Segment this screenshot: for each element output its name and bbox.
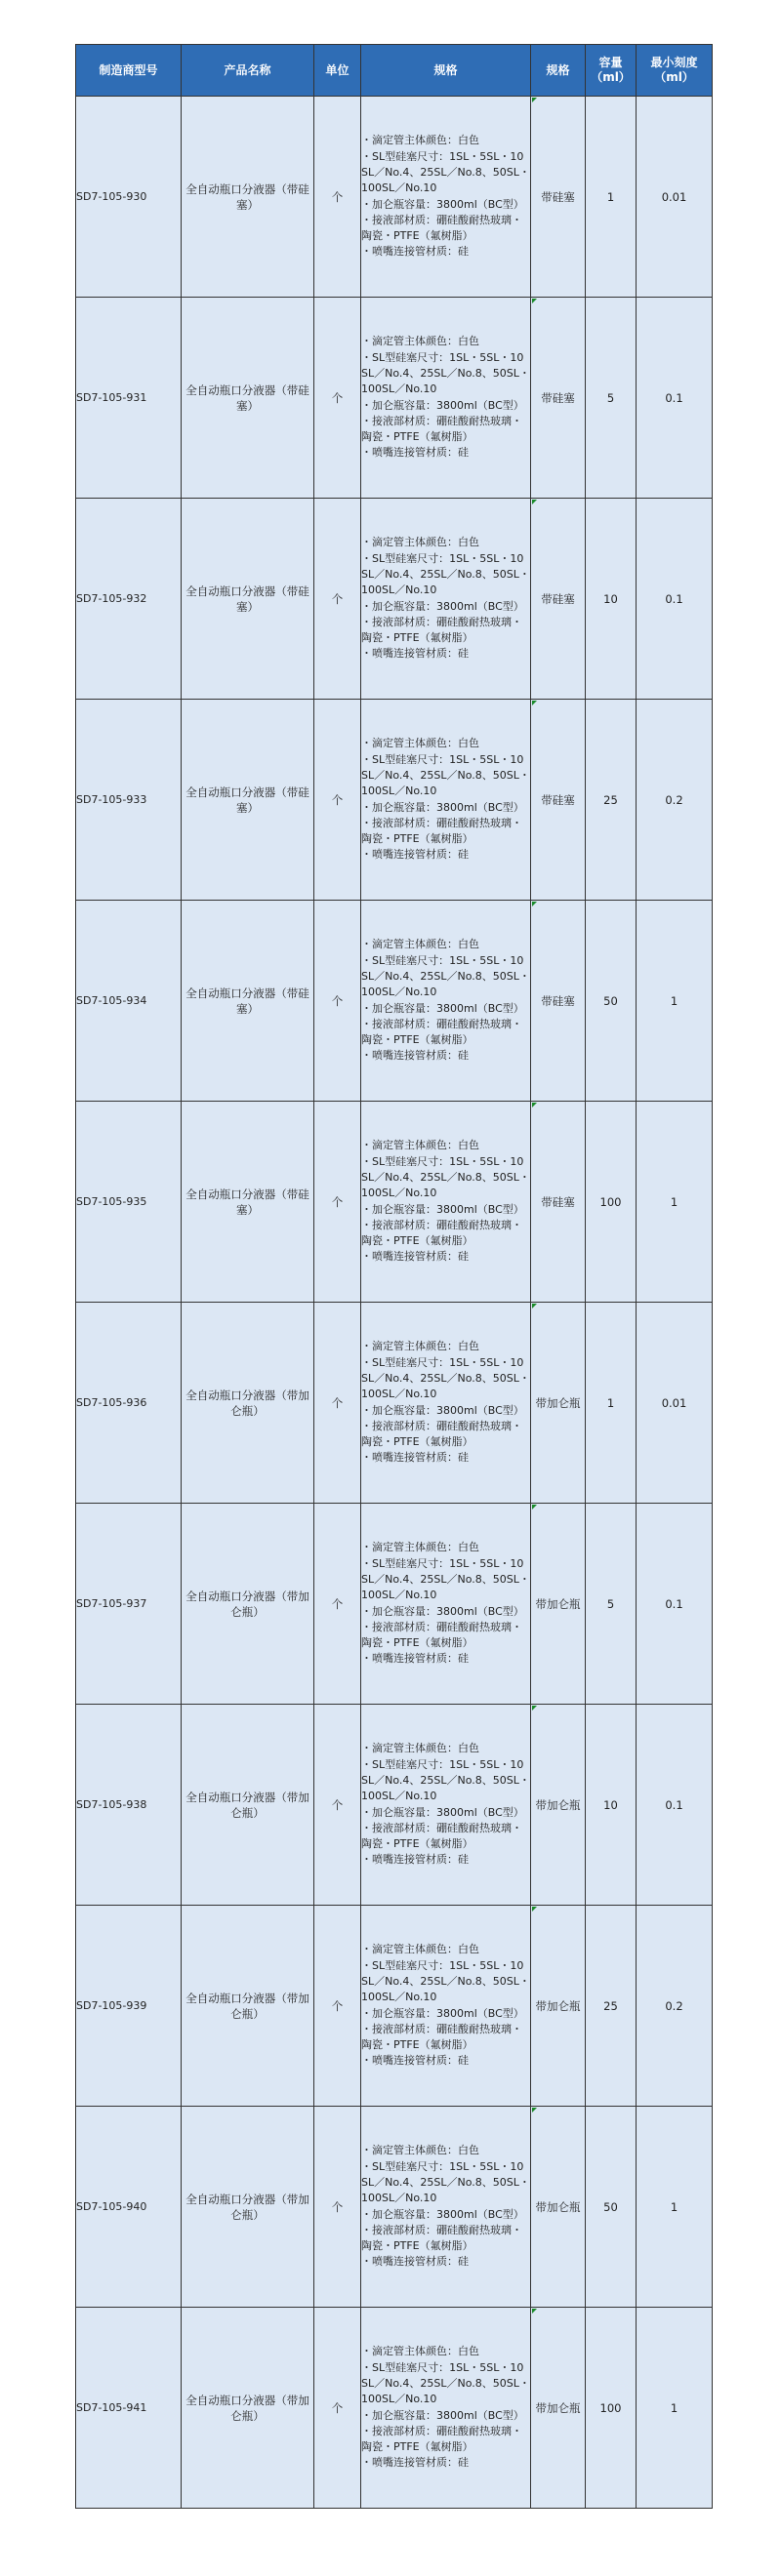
comment-marker-icon [532,701,537,705]
header-product-name: 产品名称 [182,45,314,97]
cell-spec: ・滴定管主体颜色：白色 ・SL型硅塞尺寸：1SL・5SL・10SL／No.4、25SL／No.8、50SL・100SL／No.10 ・加仑瓶容量：3800ml（BC型） ・接液部材质：硼硅酸耐热玻璃・陶瓷・PTFE（氟树脂） ・喷嘴连接管材质：硅 [361,499,531,700]
cell-unit: 个 [314,1705,361,1906]
cell-capacity: 1 [586,97,637,298]
cell-unit: 个 [314,700,361,901]
cell-min-scale: 1 [637,1102,713,1303]
cell-model: SD7-105-935 [76,1102,182,1303]
cell-spec-type-text: 带加仑瓶 [535,1596,581,1611]
cell-capacity: 1 [586,1303,637,1504]
cell-product-name: 全自动瓶口分液器（带加仑瓶） [182,1303,314,1504]
cell-product-name: 全自动瓶口分液器（带加仑瓶） [182,2308,314,2509]
comment-marker-icon [532,500,537,504]
cell-min-scale: 0.1 [637,298,713,499]
cell-spec-type [531,1504,586,1705]
cell-spec-type [531,700,586,901]
comment-marker-icon [532,299,537,303]
cell-spec-type-text: 带加仑瓶 [535,1797,581,1812]
product-spec-table [75,44,713,2509]
cell-model: SD7-105-940 [76,2107,182,2308]
cell-capacity: 100 [586,2308,637,2509]
table-row [76,1303,713,1504]
cell-spec-type-text: 带加仑瓶 [535,1998,581,2013]
cell-spec-type [531,2107,586,2308]
cell-capacity: 10 [586,499,637,700]
cell-spec: ・滴定管主体颜色：白色 ・SL型硅塞尺寸：1SL・5SL・10SL／No.4、25SL／No.8、50SL・100SL／No.10 ・加仑瓶容量：3800ml（BC型） ・接液部材质：硼硅酸耐热玻璃・陶瓷・PTFE（氟树脂） ・喷嘴连接管材质：硅 [361,97,531,298]
cell-spec: ・滴定管主体颜色：白色 ・SL型硅塞尺寸：1SL・5SL・10SL／No.4、25SL／No.8、50SL・100SL／No.10 ・加仑瓶容量：3800ml（BC型） ・接液部材质：硼硅酸耐热玻璃・陶瓷・PTFE（氟树脂） ・喷嘴连接管材质：硅 [361,2107,531,2308]
table-row [76,901,713,1102]
cell-model: SD7-105-938 [76,1705,182,1906]
cell-model: SD7-105-932 [76,499,182,700]
table-row [76,499,713,700]
cell-model: SD7-105-936 [76,1303,182,1504]
cell-spec-type-text: 带硅塞 [541,591,575,606]
cell-model: SD7-105-941 [76,2308,182,2509]
cell-unit: 个 [314,1303,361,1504]
cell-model: SD7-105-937 [76,1504,182,1705]
table-row [76,2308,713,2509]
cell-min-scale: 1 [637,2308,713,2509]
comment-marker-icon [532,1304,537,1308]
cell-spec-type-text: 带加仑瓶 [535,2400,581,2415]
table-row [76,97,713,298]
cell-spec: ・滴定管主体颜色：白色 ・SL型硅塞尺寸：1SL・5SL・10SL／No.4、25SL／No.8、50SL・100SL／No.10 ・加仑瓶容量：3800ml（BC型） ・接液部材质：硼硅酸耐热玻璃・陶瓷・PTFE（氟树脂） ・喷嘴连接管材质：硅 [361,700,531,901]
cell-product-name: 全自动瓶口分液器（带硅塞） [182,499,314,700]
cell-product-name: 全自动瓶口分液器（带硅塞） [182,298,314,499]
cell-capacity: 5 [586,1504,637,1705]
header-min-scale: 最小刻度 （ml） [637,45,713,97]
cell-unit: 个 [314,2308,361,2509]
comment-marker-icon [532,1706,537,1711]
comment-marker-icon [532,2108,537,2113]
table-row [76,700,713,901]
cell-capacity: 25 [586,1906,637,2107]
cell-product-name: 全自动瓶口分液器（带硅塞） [182,97,314,298]
cell-spec-type [531,499,586,700]
cell-min-scale: 0.1 [637,1504,713,1705]
cell-min-scale: 1 [637,2107,713,2308]
cell-spec-type-text: 带加仑瓶 [535,1395,581,1410]
cell-unit: 个 [314,901,361,1102]
comment-marker-icon [532,1103,537,1107]
cell-model: SD7-105-930 [76,97,182,298]
cell-spec: ・滴定管主体颜色：白色 ・SL型硅塞尺寸：1SL・5SL・10SL／No.4、25SL／No.8、50SL・100SL／No.10 ・加仑瓶容量：3800ml（BC型） ・接液部材质：硼硅酸耐热玻璃・陶瓷・PTFE（氟树脂） ・喷嘴连接管材质：硅 [361,901,531,1102]
header-spec-type: 规格 [531,45,586,97]
cell-spec: ・滴定管主体颜色：白色 ・SL型硅塞尺寸：1SL・5SL・10SL／No.4、25SL／No.8、50SL・100SL／No.10 ・加仑瓶容量：3800ml（BC型） ・接液部材质：硼硅酸耐热玻璃・陶瓷・PTFE（氟树脂） ・喷嘴连接管材质：硅 [361,1504,531,1705]
cell-capacity: 100 [586,1102,637,1303]
cell-spec-type [531,1705,586,1906]
comment-marker-icon [532,1907,537,1912]
table-row [76,1705,713,1906]
cell-min-scale: 0.1 [637,1705,713,1906]
cell-unit: 个 [314,298,361,499]
cell-spec-type [531,298,586,499]
header-model: 制造商型号 [76,45,182,97]
header-row [76,45,713,97]
cell-spec: ・滴定管主体颜色：白色 ・SL型硅塞尺寸：1SL・5SL・10SL／No.4、25SL／No.8、50SL・100SL／No.10 ・加仑瓶容量：3800ml（BC型） ・接液部材质：硼硅酸耐热玻璃・陶瓷・PTFE（氟树脂） ・喷嘴连接管材质：硅 [361,2308,531,2509]
cell-spec-type-text: 带硅塞 [541,189,575,204]
cell-spec-type [531,97,586,298]
cell-capacity: 50 [586,901,637,1102]
cell-capacity: 5 [586,298,637,499]
cell-product-name: 全自动瓶口分液器（带加仑瓶） [182,1705,314,1906]
cell-model: SD7-105-939 [76,1906,182,2107]
cell-product-name: 全自动瓶口分液器（带硅塞） [182,1102,314,1303]
cell-unit: 个 [314,97,361,298]
cell-min-scale: 0.2 [637,1906,713,2107]
cell-spec-type [531,1303,586,1504]
cell-unit: 个 [314,1504,361,1705]
table-row [76,1102,713,1303]
header-spec: 规格 [361,45,531,97]
cell-model: SD7-105-934 [76,901,182,1102]
cell-product-name: 全自动瓶口分液器（带硅塞） [182,700,314,901]
comment-marker-icon [532,98,537,102]
cell-unit: 个 [314,1906,361,2107]
cell-spec-type-text: 带硅塞 [541,993,575,1008]
cell-min-scale: 0.2 [637,700,713,901]
cell-capacity: 50 [586,2107,637,2308]
cell-min-scale: 0.01 [637,97,713,298]
cell-unit: 个 [314,499,361,700]
cell-spec-type [531,901,586,1102]
cell-spec-type-text: 带硅塞 [541,1194,575,1209]
comment-marker-icon [532,902,537,906]
cell-product-name: 全自动瓶口分液器（带加仑瓶） [182,1504,314,1705]
cell-unit: 个 [314,2107,361,2308]
header-capacity: 容量 （ml） [586,45,637,97]
cell-spec: ・滴定管主体颜色：白色 ・SL型硅塞尺寸：1SL・5SL・10SL／No.4、25SL／No.8、50SL・100SL／No.10 ・加仑瓶容量：3800ml（BC型） ・接液部材质：硼硅酸耐热玻璃・陶瓷・PTFE（氟树脂） ・喷嘴连接管材质：硅 [361,1705,531,1906]
cell-product-name: 全自动瓶口分液器（带加仑瓶） [182,1906,314,2107]
cell-product-name: 全自动瓶口分液器（带加仑瓶） [182,2107,314,2308]
cell-product-name: 全自动瓶口分液器（带硅塞） [182,901,314,1102]
cell-spec-type [531,2308,586,2509]
cell-capacity: 10 [586,1705,637,1906]
cell-spec-type-text: 带加仑瓶 [535,2199,581,2214]
cell-spec: ・滴定管主体颜色：白色 ・SL型硅塞尺寸：1SL・5SL・10SL／No.4、25SL／No.8、50SL・100SL／No.10 ・加仑瓶容量：3800ml（BC型） ・接液部材质：硼硅酸耐热玻璃・陶瓷・PTFE（氟树脂） ・喷嘴连接管材质：硅 [361,1102,531,1303]
comment-marker-icon [532,2309,537,2314]
cell-min-scale: 0.1 [637,499,713,700]
cell-spec-type-text: 带硅塞 [541,390,575,405]
cell-model: SD7-105-931 [76,298,182,499]
cell-min-scale: 0.01 [637,1303,713,1504]
table-row [76,298,713,499]
table-row [76,1906,713,2107]
cell-min-scale: 1 [637,901,713,1102]
cell-spec-type-text: 带硅塞 [541,792,575,807]
table-row [76,1504,713,1705]
cell-model: SD7-105-933 [76,700,182,901]
table-row [76,2107,713,2308]
cell-spec-type [531,1102,586,1303]
comment-marker-icon [532,1505,537,1509]
cell-unit: 个 [314,1102,361,1303]
header-unit: 单位 [314,45,361,97]
cell-capacity: 25 [586,700,637,901]
cell-spec: ・滴定管主体颜色：白色 ・SL型硅塞尺寸：1SL・5SL・10SL／No.4、25SL／No.8、50SL・100SL／No.10 ・加仑瓶容量：3800ml（BC型） ・接液部材质：硼硅酸耐热玻璃・陶瓷・PTFE（氟树脂） ・喷嘴连接管材质：硅 [361,1906,531,2107]
cell-spec: ・滴定管主体颜色：白色 ・SL型硅塞尺寸：1SL・5SL・10SL／No.4、25SL／No.8、50SL・100SL／No.10 ・加仑瓶容量：3800ml（BC型） ・接液部材质：硼硅酸耐热玻璃・陶瓷・PTFE（氟树脂） ・喷嘴连接管材质：硅 [361,1303,531,1504]
cell-spec: ・滴定管主体颜色：白色 ・SL型硅塞尺寸：1SL・5SL・10SL／No.4、25SL／No.8、50SL・100SL／No.10 ・加仑瓶容量：3800ml（BC型） ・接液部材质：硼硅酸耐热玻璃・陶瓷・PTFE（氟树脂） ・喷嘴连接管材质：硅 [361,298,531,499]
cell-spec-type [531,1906,586,2107]
